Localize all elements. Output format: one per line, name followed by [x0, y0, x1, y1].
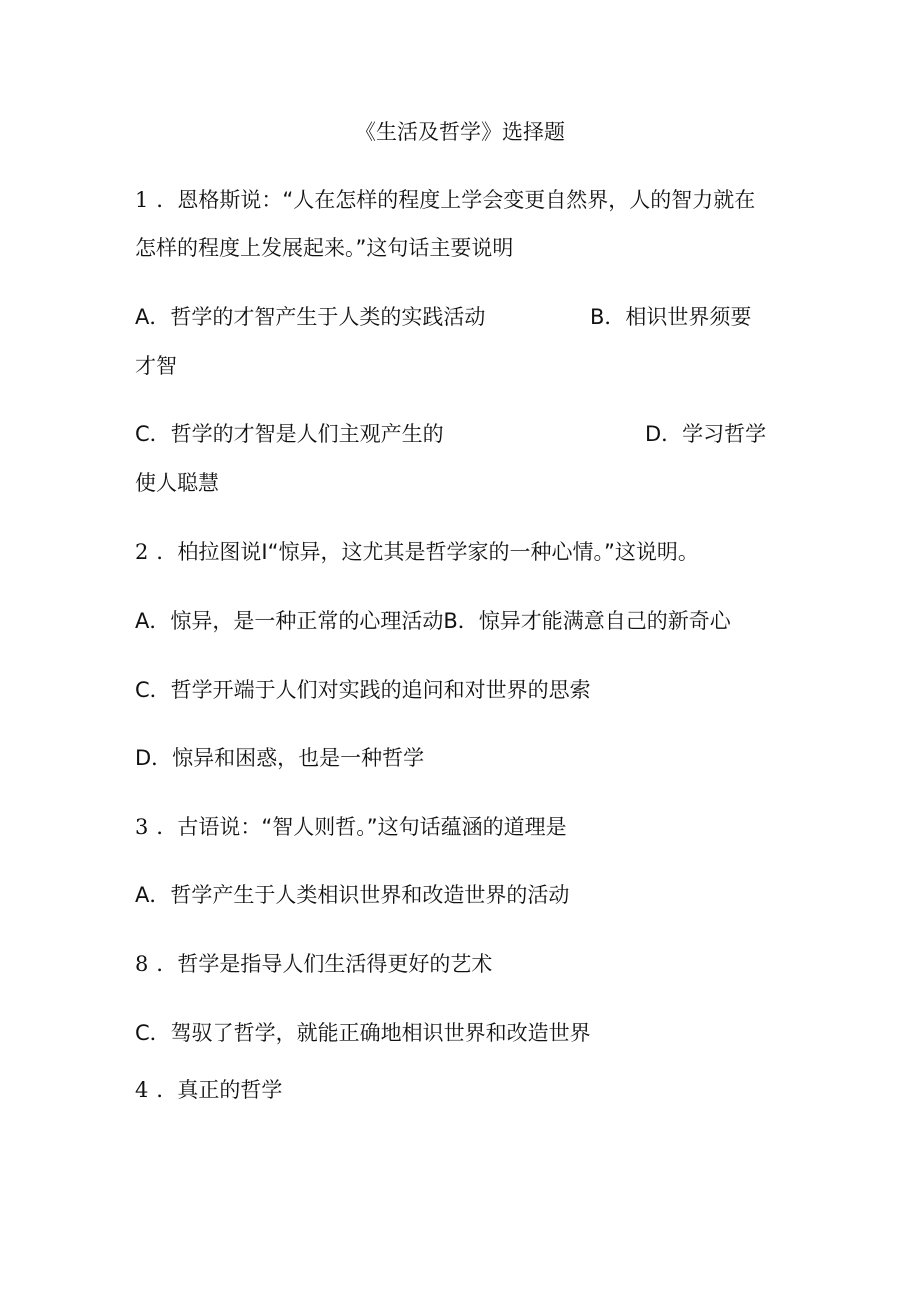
question-2-text: ．柏拉图说I“惊异，这尤其是哲学家的一种心情。”这说明。	[156, 540, 699, 564]
question-3-option-b	[135, 950, 492, 978]
question-1-option-b: B．相识世界须要	[590, 305, 752, 329]
question-4-number: 4	[135, 1078, 149, 1102]
question-1-option-d: D．学习哲学	[645, 422, 767, 446]
question-1-text: ．恩格斯说：“人在怎样的程度上学会变更自然界，人的智力就在	[156, 188, 756, 212]
page-title: 《生活及哲学》选择题	[355, 120, 565, 144]
question-4-text: ．真正的哲学	[156, 1078, 283, 1102]
question-1-option-c: C．哲学的才智是人们主观产生的	[135, 422, 444, 446]
question-1-option-d-continued: 使人聪慧	[135, 471, 219, 495]
question-2-number: 2	[135, 540, 149, 564]
question-2-line-1	[135, 538, 699, 566]
question-2-option-d: D．惊异和困惑，也是一种哲学	[135, 746, 425, 770]
question-1-line-1	[135, 186, 755, 214]
question-2-option-c: C．哲学开端于人们对实践的追问和对世界的思索	[135, 678, 591, 702]
question-1-option-b-continued: 才智	[135, 354, 177, 378]
question-4-line-1	[135, 1076, 282, 1104]
question-3-option-a: A．哲学产生于人类相识世界和改造世界的活动	[135, 883, 570, 907]
question-2-options-ab: A．惊异，是一种正常的心理活动B．惊异才能满意自己的新奇心	[135, 609, 731, 633]
question-3-option-c: C．驾驭了哲学，就能正确地相识世界和改造世界	[135, 1021, 591, 1045]
question-3-number: 3	[135, 815, 149, 839]
question-3-text: ．古语说：“智人则哲。”这句话蕴涵的道理是	[156, 815, 567, 839]
question-3-line-1	[135, 813, 567, 841]
question-3-option-b-number: 8	[135, 952, 149, 976]
question-1-line-2: 怎样的程度上发展起来。”这句话主要说明	[135, 236, 514, 260]
question-3-option-b-text: ．哲学是指导人们生活得更好的艺术	[156, 952, 493, 976]
question-1-number: 1	[135, 188, 149, 212]
question-1-option-a: A．哲学的才智产生于人类的实践活动	[135, 305, 486, 329]
